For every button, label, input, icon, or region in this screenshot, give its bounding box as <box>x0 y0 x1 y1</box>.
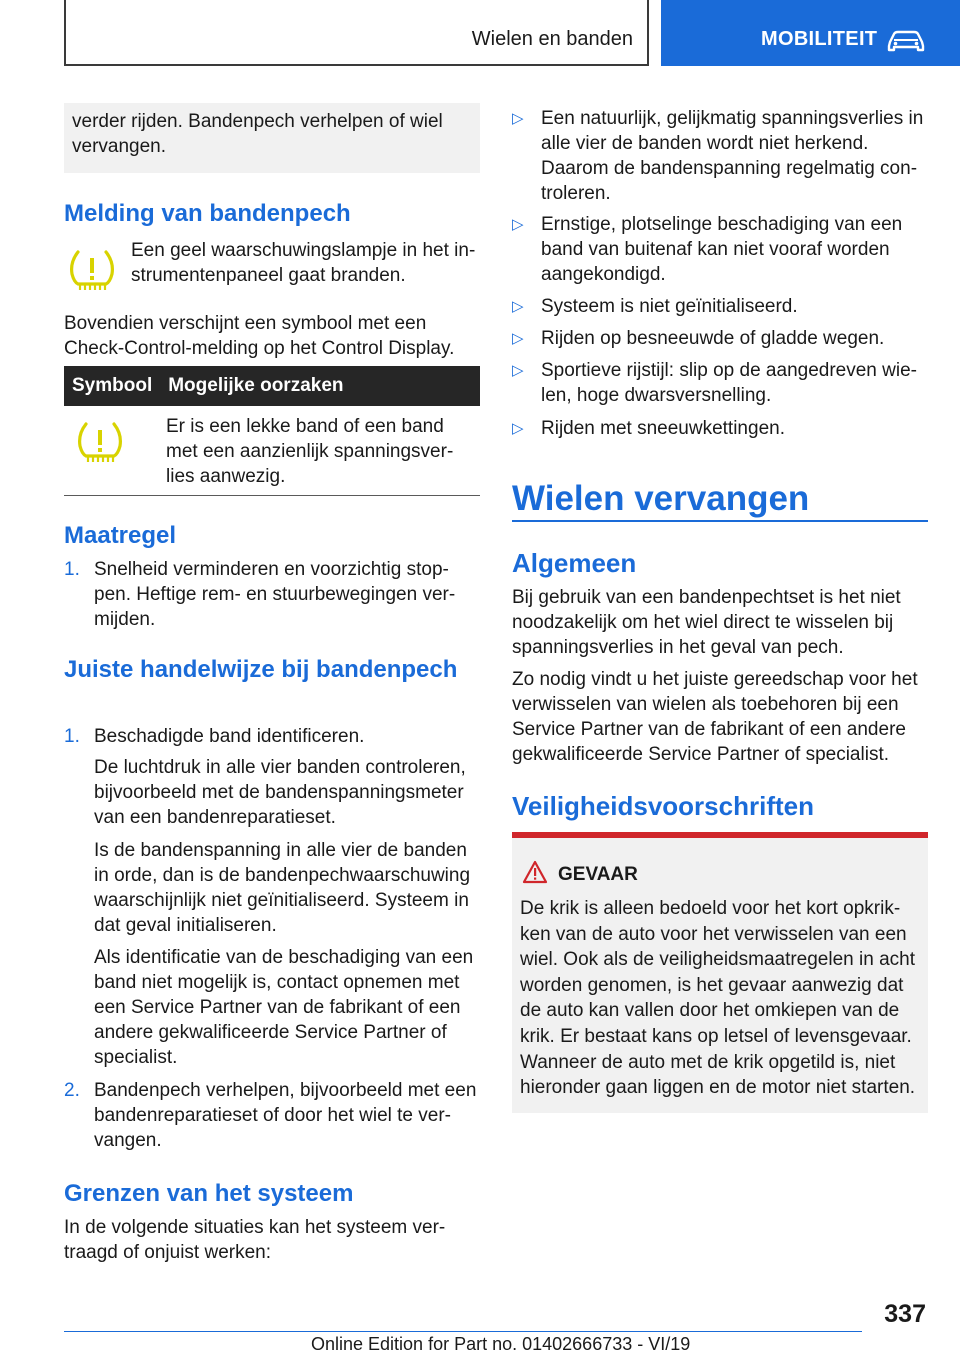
algemeen-paragraph-1: Bij gebruik van een bandenpechtset is het niet noodzakelijk om het wiel direct te wisselen bij spanningsverlies in het geval van pech. <box>512 587 901 658</box>
heading-grenzen: Grenzen van het systeem <box>64 1180 354 1207</box>
warning-triangle-icon <box>522 860 548 884</box>
page-number: 337 <box>884 1300 926 1328</box>
triangle-bullet-icon: ▷ <box>512 216 524 233</box>
list-item: Ernstige, plotselinge beschadiging van een band van buitenaf kan niet vooraf worden aangekondigd. <box>541 214 903 285</box>
grenzen-paragraph: In de volgende situaties kan het systeem ver-traagd of onjuist werken: <box>64 1217 446 1263</box>
danger-text: De krik is alleen bedoeld voor het kort opkrik-ken van de auto voor het verwisselen van een wiel. Ook als de veiligheidsmaatregelen in acht worden genomen, is het gevaar aanwezig dat de auto kan vallen door het omkiepen van de krik. Er bestaat kans op letsel of levensgevaar. Wanneer de auto met de krik opgetild is, niet hieronder gaan liggen en de motor niet starten. <box>520 898 916 1099</box>
heading-rule <box>512 520 928 522</box>
step-number: 1. <box>64 726 80 747</box>
juiste-step-1-detail-3: Als identificatie van de beschadiging van een band niet mogelijk is, contact opnemen met een Service Partner van de fabrikant of een andere gekwalificeerde Service Partner of specialist. <box>94 947 474 1068</box>
juiste-step-2: Bandenpech verhelpen, bijvoorbeeld met een bandenreparatieset of door het wiel te ver-vangen. <box>94 1080 477 1151</box>
danger-warning-box <box>512 832 928 1113</box>
maatregel-step-1: Snelheid verminderen en voorzichtig stop-pen. Heftige rem- en stuurbewegingen ver-mijden. <box>94 559 456 630</box>
triangle-bullet-icon: ▷ <box>512 110 524 127</box>
heading-melding: Melding van bandenpech <box>64 200 351 227</box>
melding-paragraph-2: Bovendien verschijnt een symbool met een Check-Control-melding op het Control Display. <box>64 313 455 359</box>
heading-maatregel: Maatregel <box>64 522 177 549</box>
tire-pressure-warning-icon <box>76 422 124 464</box>
list-item: Systeem is niet geïnitialiseerd. <box>541 296 798 317</box>
juiste-step-1-detail-1: De luchtdruk in alle vier banden controleren, bijvoorbeeld met de bandenspanningsmeter van een bandenreparatieset. <box>94 757 466 828</box>
juiste-step-1-detail-2: Is de bandenspanning in alle vier de banden in orde, dan is de bandenpechwaarschuwing waarschijnlijk niet geïnitialiseerd. Systeem in dat geval initialiseren. <box>94 840 471 936</box>
chapter-tab-label: MOBILITEIT <box>761 28 878 50</box>
list-item: Een natuurlijk, gelijkmatig spanningsverlies in alle vier de banden wordt niet herkend. Daarom de bandenspanning regelmatig con-troleren. <box>541 108 924 204</box>
step-number: 1. <box>64 559 80 580</box>
continuation-box <box>64 103 480 173</box>
juiste-step-1: Beschadigde band identificeren. <box>94 726 365 747</box>
chapter-tab[interactable] <box>661 0 960 66</box>
continuation-text: verder rijden. Bandenpech verhelpen of wiel vervangen. <box>72 111 443 157</box>
table-header-symbol: Symbool <box>64 366 160 406</box>
list-item: Rijden op besneeuwde of gladde wegen. <box>541 328 885 349</box>
heading-juiste-handelwijze: Juiste handelwijze bij bandenpech <box>64 656 458 683</box>
triangle-bullet-icon: ▷ <box>512 362 524 379</box>
footer-rule <box>64 1331 862 1332</box>
symbol-table <box>64 366 480 406</box>
table-header-causes: Mogelijke oorzaken <box>160 366 480 406</box>
step-number: 2. <box>64 1080 80 1101</box>
header-frame <box>64 0 649 66</box>
list-item: Sportieve rijstijl: slip op de aangedreven wie-len, hoge dwarsversnelling. <box>541 360 917 406</box>
triangle-bullet-icon: ▷ <box>512 330 524 347</box>
list-item: Rijden met sneeuwkettingen. <box>541 418 785 439</box>
triangle-bullet-icon: ▷ <box>512 420 524 437</box>
algemeen-paragraph-2: Zo nodig vindt u het juiste gereedschap voor het verwisselen van wielen als toebehoren bij een Service Partner van de fabrikant of een andere gekwalificeerde Service Partner of specialist. <box>512 669 918 765</box>
heading-algemeen: Algemeen <box>512 548 637 578</box>
table-divider <box>64 495 480 496</box>
heading-wielen-vervangen: Wielen vervangen <box>512 479 810 518</box>
table-cell-cause: Er is een lekke band of een band met een aanzienlijk spanningsver-lies aanwezig. <box>166 416 454 487</box>
car-icon <box>886 28 926 52</box>
footer-edition: Online Edition for Part no. 01402666733 - VI/19 <box>311 1334 691 1354</box>
heading-veiligheidsvoorschriften: Veiligheidsvoorschriften <box>512 791 814 821</box>
melding-paragraph-1: Een geel waarschuwingslampje in het in-strumentenpaneel gaat branden. <box>131 240 476 286</box>
section-title: Wielen en banden <box>471 28 633 50</box>
tire-pressure-warning-icon <box>68 250 116 292</box>
danger-title: GEVAAR <box>558 864 638 885</box>
triangle-bullet-icon: ▷ <box>512 298 524 315</box>
